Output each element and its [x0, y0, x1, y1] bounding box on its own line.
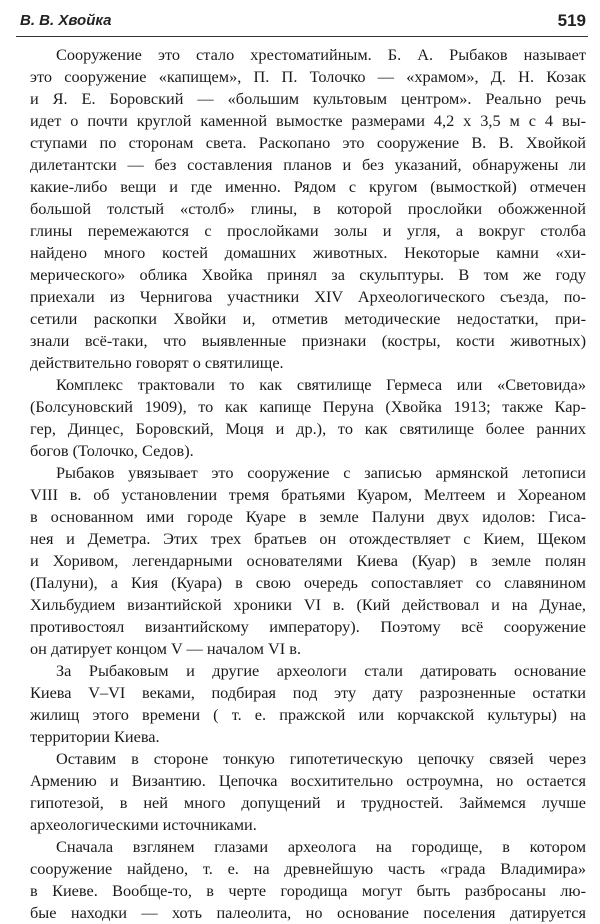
text-line: он датирует концом V — началом VI в. [30, 639, 302, 658]
text-line: Хильбудием византийской хроники VI в. (Кий действовал и на Дунае, [30, 595, 586, 614]
text-line: мерического» облика Хвойка принял за скульптуры. В том же году [30, 265, 586, 284]
text-line: ступами по сторонам света. Раскопано это сооружение В. В. Хвойкой [30, 133, 586, 152]
body-text [30, 44, 586, 924]
text-line: и Хоривом, легендарными основателями Киева (Куар) в земле полян [30, 551, 586, 570]
paragraph [30, 374, 586, 462]
text-line: территории Киева. [30, 727, 160, 746]
text-line: Сначала взглянем глазами археолога на городище, в котором [56, 837, 586, 856]
text-line: идет о почти круглой каменной вымостке размерами 4,2 х 3,5 м с 4 вы- [30, 111, 586, 130]
paragraph [30, 660, 586, 748]
paragraph [30, 748, 586, 836]
text-line: Киева V–VI веками, подбирая под эту дату разрозненные остатки [30, 683, 586, 702]
text-line: Оставим в стороне тонкую гипотетическую цепочку связей через [56, 749, 586, 768]
page-number: 519 [557, 11, 586, 30]
text-line: в Киеве. Вообще-то, в черте городища могут быть разбросаны лю- [30, 881, 586, 900]
text-line: и Я. Е. Боровский — «большим культовым центром». Реально речь [30, 89, 586, 108]
text-line: Сооружение это стало хрестоматийным. Б. А. Рыбаков называет [56, 45, 586, 64]
paragraph [30, 836, 586, 924]
text-line: приехали из Чернигова участники XIV Археологического съезда, по- [30, 287, 586, 306]
text-line: богов (Толочко, Седов). [30, 441, 194, 460]
header-rule [16, 36, 588, 37]
text-line: действительно говорят о святилище. [30, 353, 284, 372]
text-line: (Палуни), а Кия (Куара) в свою очередь сопоставляет со славянином [30, 573, 586, 592]
text-line: Рыбаков увязывает это сооружение с записью армянской летописи [56, 463, 586, 482]
text-line: это сооружение «капищем», П. П. Толочко — «храмом», Д. Н. Козак [30, 67, 586, 86]
text-line: глины перемежаются с прослойками золы и угля, а вокруг столба [30, 221, 586, 240]
text-line: в основанном ими городе Куаре в земле Палуни двух идолов: Гиса- [30, 507, 586, 526]
text-line: гер, Динцес, Боровский, Моця и др.), то как святилище более ранних [30, 419, 586, 438]
text-line: VIII в. об установлении тремя братьями Куаром, Мелтеем и Хореаном [30, 485, 586, 504]
page-header [0, 0, 600, 40]
text-line: Комплекс трактовали то как святилище Гермеса или «Световида» [56, 375, 586, 394]
text-line: сетили раскопки Хвойки и, отметив методические недостатки, при- [30, 309, 586, 328]
text-line: сооружение найдено, т. е. на древнейшую часть «града Владимира» [30, 859, 586, 878]
text-line: какие-либо вещи и где именно. Рядом с кругом (вымосткой) отмечен [30, 177, 586, 196]
text-line: жилищ этого времени ( т. е. пражской или корчакской культуры) на [30, 705, 586, 724]
text-line: знали всё-таки, что выявленные признаки (костры, кости животных) [30, 331, 586, 350]
text-line: дилетантски — без составления планов и без указаний, обнаружены ли [30, 155, 586, 174]
text-line: бые находки — хоть палеолита, но основание поселения датируется [30, 903, 586, 922]
text-line: (Болсуновский 1909), то как капище Перуна (Хвойка 1913; также Кар- [30, 397, 586, 416]
text-line: За Рыбаковым и другие археологи стали датировать основание [56, 661, 586, 680]
running-head: В. В. Хвойка [20, 12, 112, 29]
paragraph [30, 462, 586, 660]
text-line: гипотезой, в ней много допущений и трудностей. Займемся лучше [30, 793, 586, 812]
text-line: Армению и Византию. Цепочка восхитительно остроумна, но остается [30, 771, 586, 790]
text-line: противостоял византийскому императору). Поэтому всё сооружение [30, 617, 586, 636]
text-line: большой толстый «столб» глины, в которой прослойки обожженной [30, 199, 586, 218]
text-line: археологическими источниками. [30, 815, 257, 834]
text-line: нея и Деметра. Этих трех братьев он отождествляет с Кием, Щеком [30, 529, 586, 548]
paragraph [30, 44, 586, 374]
text-line: найдено много костей домашних животных. Некоторые камни «хи- [30, 243, 586, 262]
